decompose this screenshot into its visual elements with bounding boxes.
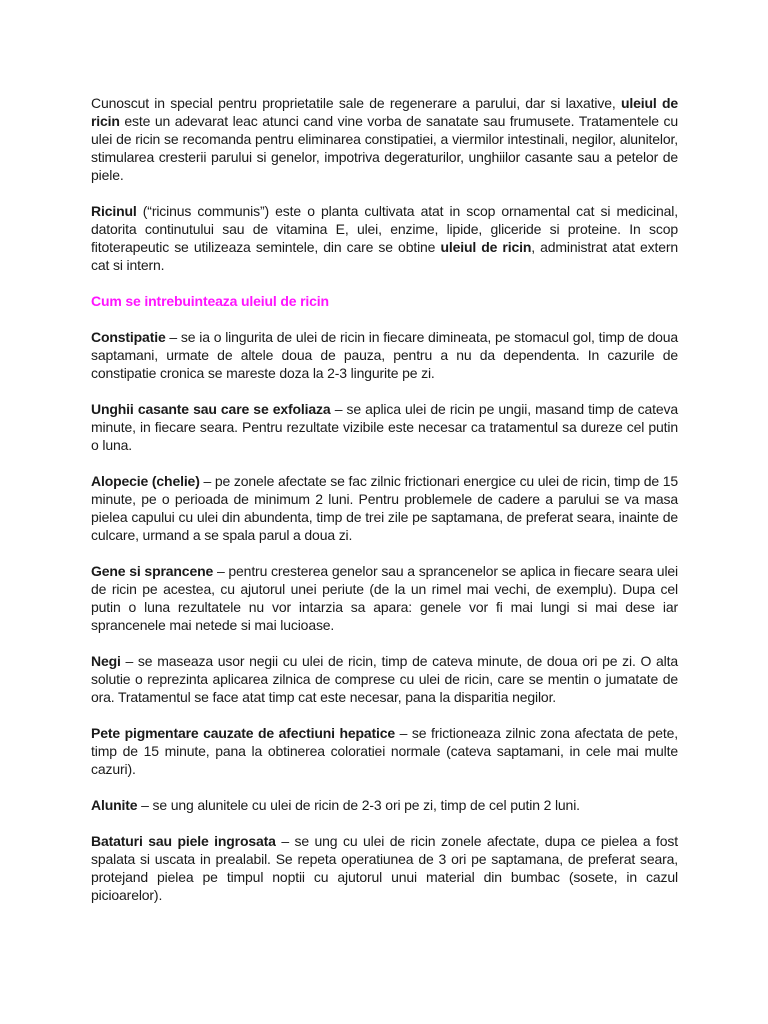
section-term: Unghii casante sau care se exfoliaza <box>91 401 331 417</box>
section-term: Bataturi sau piele ingrosata <box>91 833 276 849</box>
section-text: – pe zonele afectate se fac zilnic frictionari energice cu ulei de ricin, timp de 15 minute, pe o perioada de minimum 2 luni. Pentru problemele de cadere a parului se va masa pielea capului cu ulei din abundenta, timp de trei zile pe saptamana, de preferat seara, inainte de culcare, urmand a se spala parul a doua zi. <box>91 473 679 543</box>
intro-text-1: Cunoscut in special pentru proprietatile sale de regenerare a parului, dar si laxative, <box>91 95 621 111</box>
section-alunite <box>91 796 678 814</box>
ricinul-bold-oil: uleiul de ricin <box>440 239 532 255</box>
section-unghii <box>91 400 678 454</box>
ricinul-bold-term: Ricinul <box>91 203 137 219</box>
ricinul-paragraph <box>91 202 678 274</box>
section-term: Gene si sprancene <box>91 563 214 579</box>
intro-text-2: este un adevarat leac atunci cand vine vorba de sanatate sau frumusete. Tratamentele cu ulei de ricin se recomanda pentru eliminarea constipatiei, a viermilor intestinali, negilor, alunitelor, stimularea cresterii parului si genelor, impotriva degeraturilor, unghiilor casante sau a petelor de piele. <box>91 113 678 183</box>
section-gene <box>91 562 678 634</box>
section-pete <box>91 724 678 778</box>
section-bataturi <box>91 832 678 904</box>
section-term: Constipatie <box>91 329 166 345</box>
section-text: – se ia o lingurita de ulei de ricin in fiecare dimineata, pe stomacul gol, timp de doua saptamani, urmate de altele doua de pauza, pentru a nu da dependenta. In cazurile de constipatie cronica se mareste doza la 2-3 lingurite pe zi. <box>91 329 678 381</box>
section-text: – se frictioneaza zilnic zona afectata de pete, timp de 15 minute, pana la obtinerea coloratiei normale (cateva saptamani, in cele mai multe cazuri). <box>91 725 678 777</box>
section-text: – se maseaza usor negii cu ulei de ricin, timp de cateva minute, de doua ori pe zi. O alta solutie o reprezinta aplicarea zilnica de comprese cu ulei de ricin, care se mentin o jumatate de ora. Tratamentul se face atat timp cat este necesar, pana la disparitia negilor. <box>91 653 678 705</box>
section-term: Alopecie (chelie) <box>91 473 200 489</box>
section-text: – se ung alunitele cu ulei de ricin de 2-3 ori pe zi, timp de cel putin 2 luni. <box>137 797 580 813</box>
intro-bold-term: uleiul de ricin <box>91 95 679 129</box>
ricinul-text-2: , administrat atat extern cat si intern. <box>91 239 678 273</box>
section-negi <box>91 652 678 706</box>
section-alopecie <box>91 472 678 544</box>
section-term: Negi <box>91 653 121 669</box>
section-text: – pentru cresterea genelor sau a sprancenelor se aplica in fiecare seara ulei de ricin pe acestea, cu ajutorul unei periute (de la un rimel mai vechi, de exemplu). Dupa cel putin o luna rezultatele nu vor intarzia sa apara: genele vor fi mai lungi si mai dese iar sprancenele mai netede si mai lucioase. <box>91 563 678 633</box>
ricinul-text-1: (“ricinus communis”) este o planta cultivata atat in scop ornamental cat si medicinal, datorita continutului sau de vitamina E, ulei, enzime, lipide, gliceride si proteine. In scop fitoterapeutic se utilizeaza semintele, din care se obtine <box>91 203 678 255</box>
document-page <box>91 94 678 922</box>
section-term: Alunite <box>91 797 138 813</box>
section-term: Pete pigmentare cauzate de afectiuni hepatice <box>91 725 396 741</box>
section-heading: Cum se intrebuinteaza uleiul de ricin <box>91 293 329 309</box>
section-constipatie <box>91 328 678 382</box>
section-text: – se ung cu ulei de ricin zonele afectate, dupa ce pielea a fost spalata si uscata in prealabil. Se repeta operatiunea de 3 ori pe saptamana, de preferat seara, protejand pielea pe timpul noptii cu ajutorul unui material din bumbac (sosete, in cazul picioarelor). <box>91 833 678 903</box>
section-text: – se aplica ulei de ricin pe ungii, masand timp de cateva minute, in fiecare seara. Pentru rezultate vizibile este necesar ca tratamentul sa dureze cel putin o luna. <box>91 401 678 453</box>
intro-paragraph <box>91 94 678 184</box>
